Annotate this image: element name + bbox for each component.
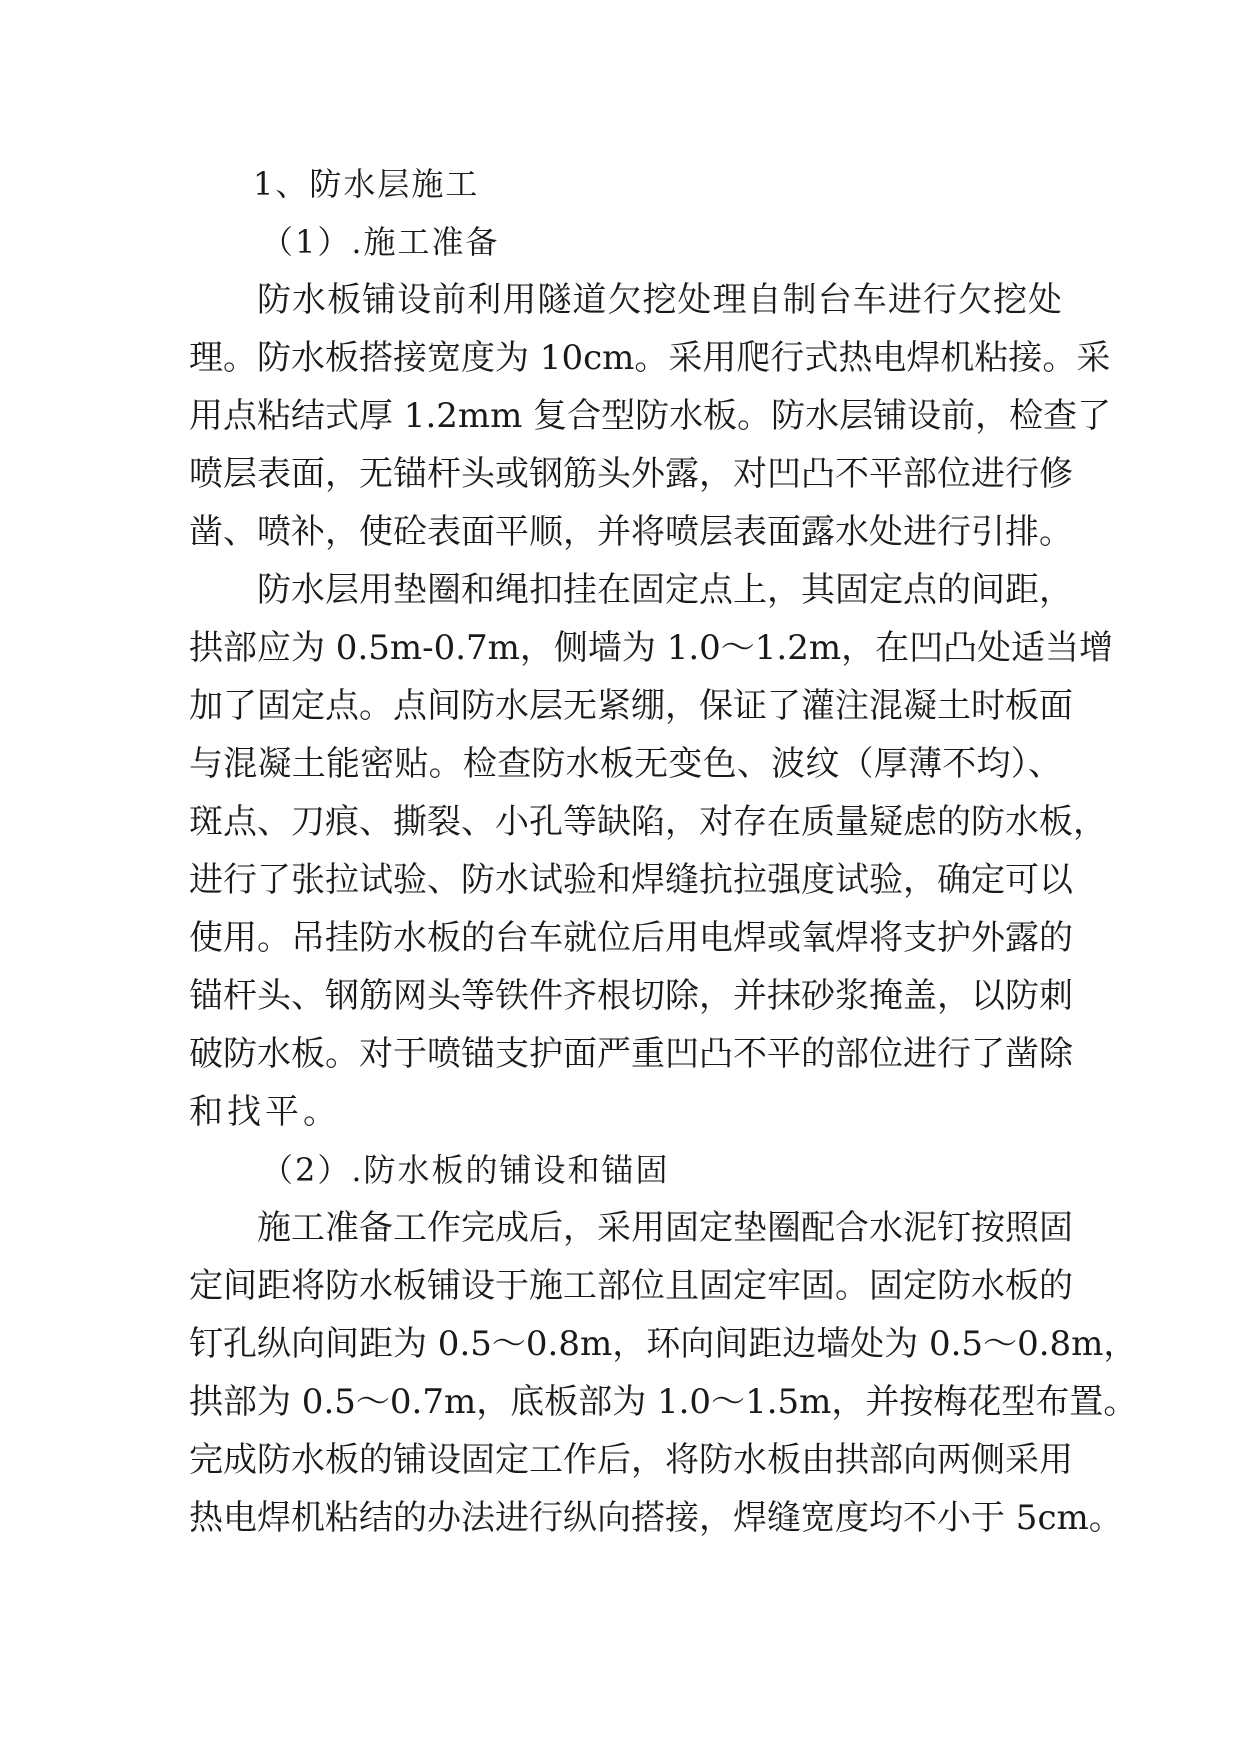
paragraph-line: 完成防水板的铺设固定工作后，将防水板由拱部向两侧采用 <box>189 1440 1073 1480</box>
section-heading-waterproof-layer: 1、防水层施工 <box>253 165 480 203</box>
paragraph-line: 进行了张拉试验、防水试验和焊缝抗拉强度试验，确定可以 <box>189 860 1073 900</box>
paragraph-line: 喷层表面，无锚杆头或钢筋头外露，对凹凸不平部位进行修 <box>189 454 1073 494</box>
paragraph-preparation-intro <box>189 271 1112 561</box>
paragraph-line: 与混凝土能密贴。检查防水板无变色、波纹（厚薄不均）、 <box>189 744 1062 784</box>
paragraph-line: 使用。吊挂防水板的台车就位后用电焊或氧焊将支护外露的 <box>189 918 1073 958</box>
paragraph-line: 锚杆头、钢筋网头等铁件齐根切除，并抹砂浆掩盖，以防刺 <box>189 976 1073 1016</box>
paragraph-line: 防水板铺设前利用隧道欠挖处理自制台车进行欠挖处 <box>257 280 1062 320</box>
paragraph-line: 加了固定点。点间防水层无紧绷，保证了灌注混凝土时板面 <box>189 686 1073 726</box>
paragraph-line: 拱部为 0.5～0.7m，底板部为 1.0～1.5m，并按梅花型布置。 <box>189 1382 1138 1422</box>
paragraph-line: 破防水板。对于喷锚支护面严重凹凸不平的部位进行了凿除 <box>189 1034 1073 1074</box>
paragraph-line: 钉孔纵向间距为 0.5～0.8m，环向间距边墙处为 0.5～0.8m， <box>189 1324 1138 1364</box>
paragraph-fixing-points <box>189 561 1114 1141</box>
paragraph-line: 斑点、刀痕、撕裂、小孔等缺陷，对存在质量疑虑的防水板， <box>189 802 1107 842</box>
paragraph-line: 定间距将防水板铺设于施工部位且固定牢固。固定防水板的 <box>189 1266 1073 1306</box>
paragraph-line: 拱部应为 0.5m-0.7m，侧墙为 1.0～1.2m，在凹凸处适当增 <box>189 628 1114 668</box>
subsection-heading-laying-anchoring: （2）.防水板的铺设和锚固 <box>261 1151 670 1189</box>
paragraph-laying-anchoring <box>189 1199 1138 1547</box>
paragraph-line: 理。防水板搭接宽度为 10cm。采用爬行式热电焊机粘接。采 <box>189 338 1111 378</box>
paragraph-line: 用点粘结式厚 1.2mm 复合型防水板。防水层铺设前，检查了 <box>189 396 1112 436</box>
document-page <box>189 155 1138 1547</box>
paragraph-line: 凿、喷补，使砼表面平顺，并将喷层表面露水处进行引排。 <box>189 512 1073 552</box>
subsection-heading-preparation: （1）.施工准备 <box>261 223 500 261</box>
paragraph-line: 施工准备工作完成后，采用固定垫圈配合水泥钉按照固 <box>257 1208 1073 1248</box>
paragraph-line: 热电焊机粘结的办法进行纵向搭接，焊缝宽度均不小于 5cm。 <box>189 1498 1123 1538</box>
paragraph-line: 和找平。 <box>189 1092 341 1132</box>
paragraph-line: 防水层用垫圈和绳扣挂在固定点上，其固定点的间距， <box>257 570 1073 610</box>
